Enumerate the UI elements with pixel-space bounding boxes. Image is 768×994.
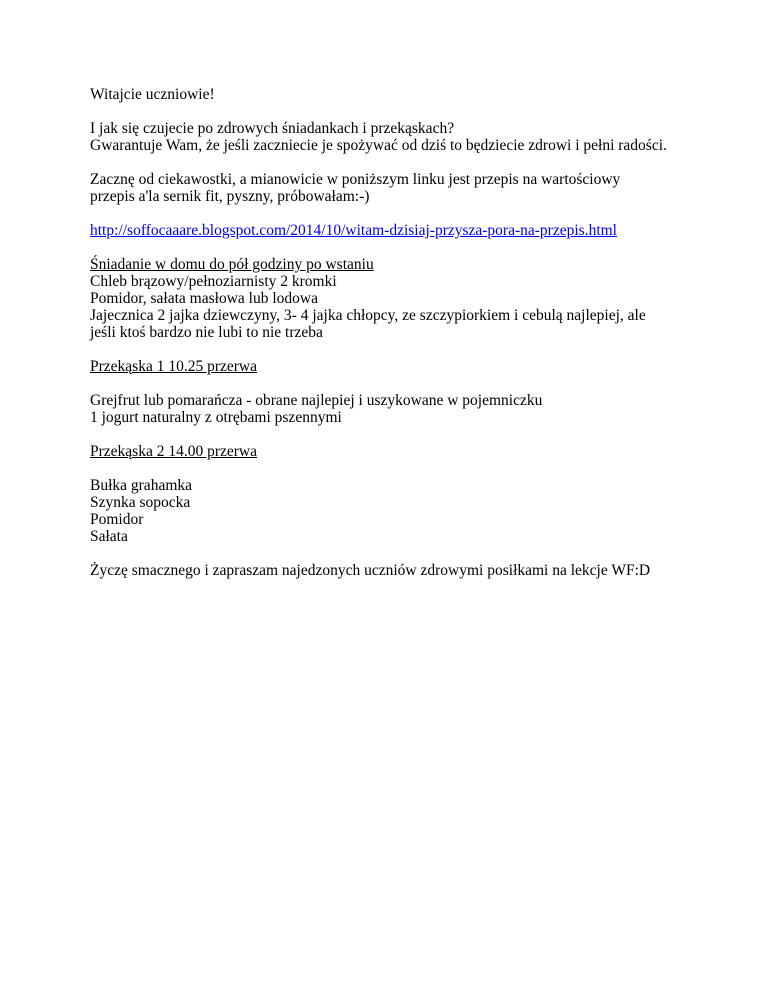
breakfast-item: Chleb brązowy/pełnoziarnisty 2 kromki xyxy=(90,273,337,290)
greeting-paragraph xyxy=(90,86,730,103)
breakfast-item: jeśli ktoś bardzo nie lubi to nie trzeba xyxy=(90,324,323,341)
intro-line-1: I jak się czujecie po zdrowych śniadankach i przekąskach? xyxy=(90,120,455,137)
curiosity-line-2: przepis a'la sernik fit, pyszny, próbowałam:-) xyxy=(90,188,370,205)
snack2-heading: Przekąska 2 14.00 przerwa xyxy=(90,443,257,460)
snack1-item: 1 jogurt naturalny z otrębami pszennymi xyxy=(90,409,342,426)
closing-text: Życzę smacznego i zapraszam najedzonych uczniów zdrowymi posiłkami na lekcje WF:D xyxy=(90,562,651,579)
curiosity-line-1: Zacznę od ciekawostki, a mianowicie w poniższym linku jest przepis na wartościowy xyxy=(90,171,621,188)
snack2-items xyxy=(90,477,730,545)
document-body xyxy=(90,86,730,596)
greeting-text: Witajcie uczniowie! xyxy=(90,86,215,103)
curiosity-paragraph xyxy=(90,171,730,205)
link-paragraph xyxy=(90,222,730,239)
snack2-item: Szynka sopocka xyxy=(90,494,191,511)
snack2-heading-paragraph xyxy=(90,443,730,460)
snack1-heading: Przekąska 1 10.25 przerwa xyxy=(90,358,257,375)
intro-line-2: Gwarantuje Wam, że jeśli zaczniecie je spożywać od dziś to będziecie zdrowi i pełni radości. xyxy=(90,137,667,154)
breakfast-item: Pomidor, sałata masłowa lub lodowa xyxy=(90,290,318,307)
snack2-item: Sałata xyxy=(90,528,128,545)
snack1-items xyxy=(90,392,730,426)
breakfast-heading: Śniadanie w domu do pół godziny po wstaniu xyxy=(90,256,374,273)
intro-paragraph xyxy=(90,120,730,154)
recipe-link[interactable]: http://soffocaaare.blogspot.com/2014/10/witam-dzisiaj-przysza-pora-na-przepis.html xyxy=(90,222,617,239)
snack1-item: Grejfrut lub pomarańcza - obrane najlepiej i uszykowane w pojemniczku xyxy=(90,392,543,409)
breakfast-item: Jajecznica 2 jajka dziewczyny, 3- 4 jajka chłopcy, ze szczypiorkiem i cebulą najlepiej, ale xyxy=(90,307,646,324)
breakfast-section xyxy=(90,256,730,341)
closing-paragraph xyxy=(90,562,730,579)
snack2-item: Pomidor xyxy=(90,511,144,528)
snack1-heading-paragraph xyxy=(90,358,730,375)
snack2-item: Bułka grahamka xyxy=(90,477,193,494)
